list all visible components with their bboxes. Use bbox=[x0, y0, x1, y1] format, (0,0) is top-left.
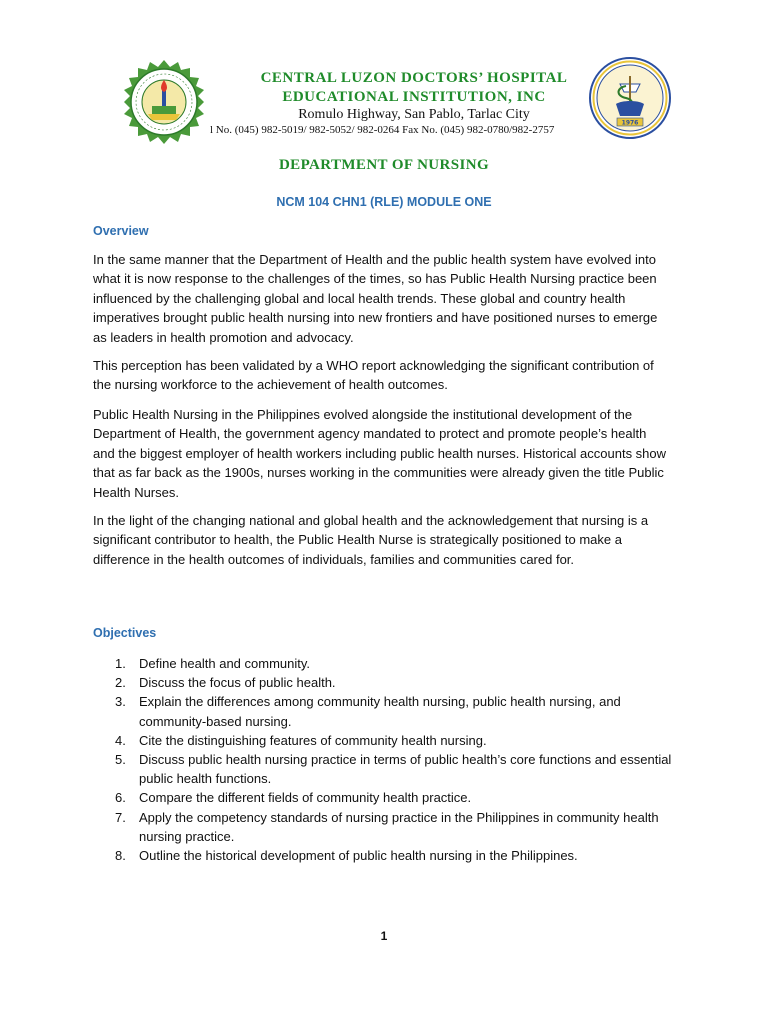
list-item-number: 1. bbox=[115, 656, 126, 671]
list-item-text: Cite the distinguishing features of community health nursing. bbox=[139, 732, 487, 748]
module-title: NCM 104 CHN1 (RLE) MODULE ONE bbox=[276, 195, 492, 209]
list-item bbox=[93, 750, 673, 788]
list-item bbox=[93, 692, 673, 730]
objectives-heading: Objectives bbox=[93, 626, 157, 640]
list-item-number: 3. bbox=[115, 694, 126, 710]
seal-year: 1976 bbox=[621, 119, 639, 127]
hospital-name-line2: EDUCATIONAL INSTITUTION, INC bbox=[282, 89, 546, 105]
list-item bbox=[93, 654, 673, 673]
list-item-text: Compare the different fields of community health practice. bbox=[139, 790, 472, 806]
overview-paragraph-4: In the light of the changing national and global health and the acknowledgement that nursing is a significant contributor to health, the Public Health Nurse is strategically positioned to make a difference in the health outcomes of individuals, families and communities cared for. bbox=[93, 513, 649, 567]
department-title: DEPARTMENT OF NURSING bbox=[278, 157, 490, 173]
list-item-number: 7. bbox=[115, 809, 126, 825]
list-item-number: 6. bbox=[115, 790, 126, 806]
list-item-number: 2. bbox=[115, 675, 126, 691]
list-item-text: Discuss the focus of public health. bbox=[139, 675, 336, 691]
list-item-number: 8. bbox=[115, 848, 126, 864]
list-item-text: Discuss public health nursing practice in terms of public health’s core functions and essential public health functions. bbox=[139, 752, 672, 787]
list-item-text: Apply the competency standards of nursing practice in the Philippines in community health nursing practice. bbox=[139, 809, 659, 844]
overview-paragraph-2: This perception has been validated by a WHO report acknowledging the significant contribution of the nursing workforce to the achievement of health outcomes. bbox=[93, 358, 654, 393]
hospital-name-line1: CENTRAL LUZON DOCTORS’ HOSPITAL bbox=[260, 70, 568, 86]
hospital-address: Romulo Highway, San Pablo, Tarlac City bbox=[298, 107, 530, 122]
overview-heading: Overview bbox=[93, 224, 149, 238]
list-item bbox=[93, 673, 673, 692]
list-item-text: Explain the differences among community health nursing, public health nursing, and community-based nursing. bbox=[139, 694, 621, 729]
list-item bbox=[93, 808, 673, 846]
list-item bbox=[93, 846, 673, 865]
objectives-list bbox=[93, 654, 673, 865]
list-item bbox=[93, 731, 673, 750]
list-item-text: Define health and community. bbox=[139, 656, 311, 671]
list-item-number: 4. bbox=[115, 732, 126, 748]
page-number: 1 bbox=[380, 929, 388, 943]
list-item-number: 5. bbox=[115, 752, 126, 768]
overview-paragraph-1: In the same manner that the Department of Health and the public health system have evolved into what it is now response to the challenges of the times, so has Public Health Nursing practice been influenced by the challenging global and local health trends. These global and country health imperatives brought public health nursing into new frontiers and have positioned nurses to emerge as leaders in health promotion and advocacy. bbox=[93, 252, 658, 345]
overview-paragraph-3: Public Health Nursing in the Philippines evolved alongside the institutional development of the Department of Health, the government agency mandated to protect and promote people’s health and the biggest employer of health workers including public health nurses. Historical accounts show that as far back as the 1900s, nurses working in the communities were already given the title Public Health Nurses. bbox=[93, 407, 667, 500]
hospital-contact: l No. (045) 982-5019/ 982-5052/ 982-0264 Fax No. (045) 982-0780/982-2757 bbox=[210, 124, 555, 136]
list-item bbox=[93, 788, 673, 807]
list-item-text: Outline the historical development of public health nursing in the Philippines. bbox=[139, 848, 578, 864]
